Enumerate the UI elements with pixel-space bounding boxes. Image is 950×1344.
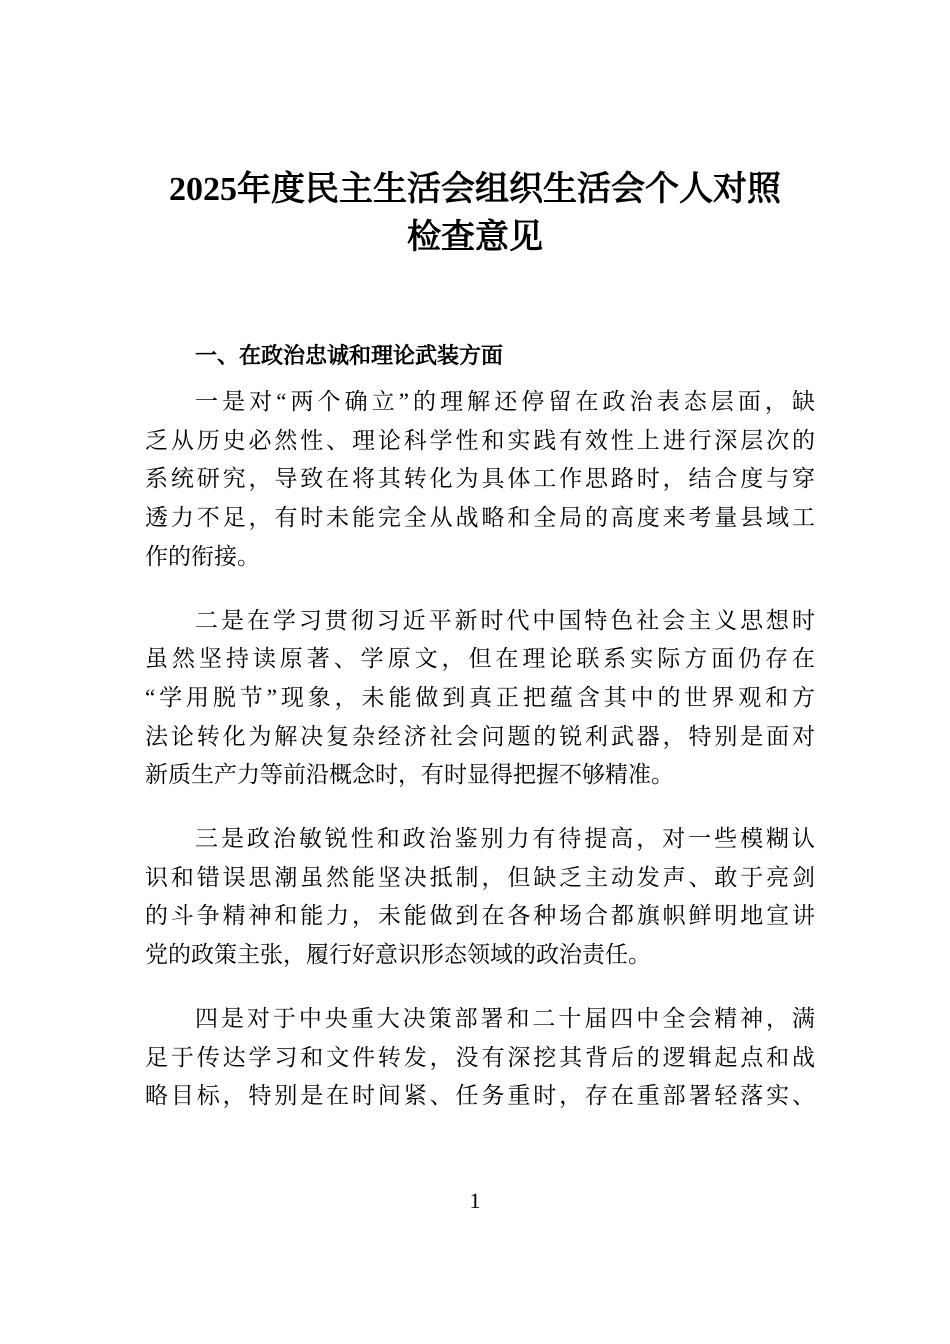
paragraph-line: 系统研究，导致在将其转化为具体工作思路时，结合度与穿 — [145, 466, 815, 492]
paragraph-line: 的斗争精神和能力，未能做到在各种场合都旗帜鲜明地宣讲 — [145, 903, 815, 929]
paragraph-line: 乏从历史必然性、理论科学性和实践有效性上进行深层次的 — [145, 427, 815, 453]
paragraph-line: 三是政治敏锐性和政治鉴别力有待提高，对一些模糊认 — [195, 826, 815, 852]
paragraph-line: 二是在学习贯彻习近平新时代中国特色社会主义思想时 — [195, 607, 815, 633]
paragraph-line: 一是对“两个确立”的理解还停留在政治表态层面，缺 — [195, 389, 815, 414]
title-line-1: 2025年度民主生活会组织生活会个人对照 — [169, 171, 781, 208]
paragraph — [145, 1000, 815, 1116]
document-body — [145, 338, 815, 1116]
paragraph — [145, 602, 815, 796]
paragraph-line: 透力不足，有时未能完全从战略和全局的高度来考量县域工 — [145, 505, 815, 531]
paragraph — [145, 820, 815, 975]
paragraph-line: “学用脱节”现象，未能做到真正把蕴含其中的世界观和方 — [145, 684, 815, 710]
paragraph-line: 四是对于中央重大决策部署和二十届四中全会精神，满 — [195, 1005, 815, 1031]
paragraph-line: 虽然坚持读原著、学原文，但在理论联系实际方面仍存在 — [145, 646, 815, 672]
paragraphs — [145, 383, 815, 1116]
page-number: 1 — [469, 1188, 481, 1213]
paragraph-line: 党的政策主张，履行好意识形态领域的政治责任。 — [145, 942, 651, 968]
paragraph-line: 足于传达学习和文件转发，没有深挖其背后的逻辑起点和战 — [145, 1044, 815, 1070]
paragraph-line: 作的衔接。 — [145, 543, 260, 569]
title-line-2: 检查意见 — [407, 219, 543, 256]
paragraph-line: 识和错误思潮虽然能坚决抵制，但缺乏主动发声、敢于亮剑 — [145, 864, 815, 890]
paragraph — [145, 383, 815, 577]
section-heading: 一、在政治忠诚和理论武装方面 — [195, 344, 504, 369]
paragraph-line: 新质生产力等前沿概念时，有时显得把握不够精准。 — [145, 762, 674, 788]
document-title — [0, 166, 950, 262]
paragraph-line: 略目标，特别是在时间紧、任务重时，存在重部署轻落实、 — [145, 1083, 815, 1109]
paragraph-line: 法论转化为解决复杂经济社会问题的锐利武器，特别是面对 — [145, 723, 815, 749]
